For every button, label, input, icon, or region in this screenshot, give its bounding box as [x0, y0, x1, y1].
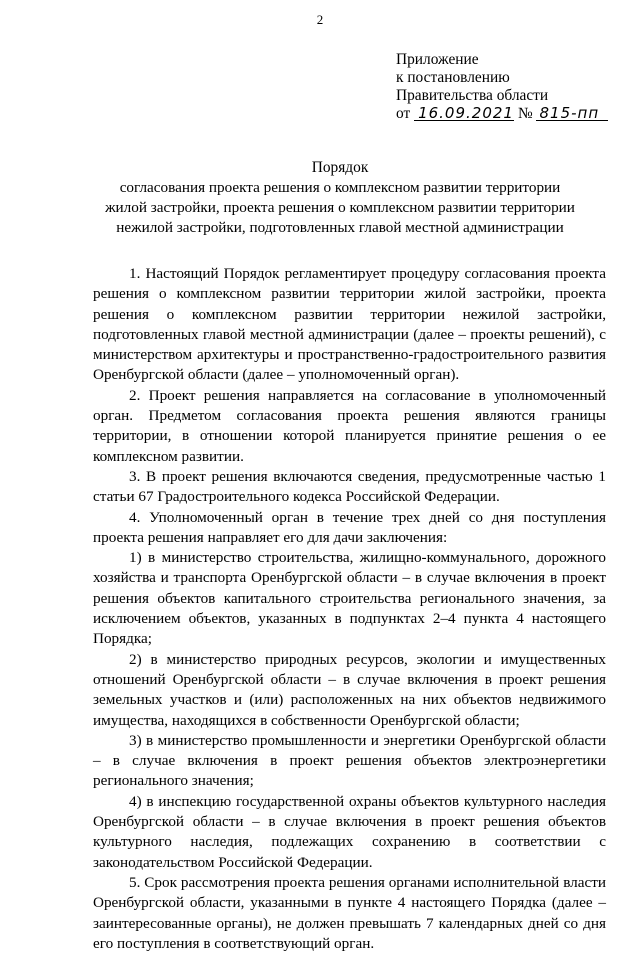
paragraph-4-2: 2) в министерство природных ресурсов, экологии и имущественных отношений Оренбургской области – в случае включения в проект решения земельных участков и (или) расположенных на них объектов недвижимого имущества, находящихся в собственности Оренбургской области; — [93, 650, 606, 729]
document-title — [60, 158, 620, 238]
paragraph-1: 1. Настоящий Порядок регламентирует процедуру согласования проекта решения о комплексном развитии территории жилой застройки, проекта решения о комплексном развитии территории нежилой застройки, подготовленных главой местной администрации (далее – проекты решений), с министерством архитектуры и пространственно-градостроительного развития Оренбургской области (далее – уполномоченный орган). — [93, 265, 606, 384]
paragraph-2: 2. Проект решения направляется на согласование в уполномоченный орган. Предметом согласования проекта решения являются границы территории, в отношении которой планируется принятие решения о ее комплексном развитии. — [93, 386, 606, 465]
paragraph-3: 3. В проект решения включаются сведения, предусмотренные частью 1 статьи 67 Градостроительного кодекса Российской Федерации. — [93, 467, 606, 506]
date-prefix: от — [396, 105, 411, 122]
title-line-3: нежилой застройки, подготовленных главой местной администрации — [116, 219, 564, 236]
page-number: 2 — [316, 12, 324, 27]
title-heading: Порядок — [311, 159, 369, 176]
appendix-line-2: к постановлению — [396, 69, 510, 86]
paragraph-4-3: 3) в министерство промышленности и энергетики Оренбургской области – в случае включения в проект решения объектов электроэнергетики регионального значения; — [93, 731, 606, 790]
handwritten-date: 16.09.2021 — [414, 106, 514, 121]
handwritten-number: 815-пп — [536, 106, 608, 121]
appendix-line-1: Приложение — [396, 51, 479, 68]
appendix-date-line — [396, 105, 616, 123]
paragraph-5: 5. Срок рассмотрения проекта решения органами исполнительной власти Оренбургской области, указанными в пункте 4 настоящего Порядка (далее – заинтересованные органы), не должен превышать 7 календарных дней со дня его поступления в соответствующий орган. — [93, 873, 606, 952]
title-line-1: согласования проекта решения о комплексном развитии территории — [119, 179, 561, 196]
paragraph-4-4: 4) в инспекцию государственной охраны объектов культурного наследия Оренбургской области – в случае включения в проект решения объектов культурного наследия, подлежащих сохранению в соответствии с законодательством Российской Федерации. — [93, 792, 606, 871]
paragraph-4: 4. Уполномоченный орган в течение трех дней со дня поступления проекта решения направляет его для дачи заключения: — [93, 508, 606, 546]
document-body — [93, 264, 606, 954]
appendix-block — [396, 51, 616, 123]
paragraph-4-1: 1) в министерство строительства, жилищно-коммунального, дорожного хозяйства и транспорта Оренбургской области – в случае включения в проект решения объектов капитального строительства регионального значения, за исключением объектов, указанных в подпунктах 2–4 пункта 4 настоящего Порядка; — [93, 549, 606, 648]
title-line-2: жилой застройки, проекта решения о комплексном развитии территории — [105, 199, 575, 216]
number-sign: № — [517, 105, 533, 122]
appendix-line-3: Правительства области — [396, 87, 549, 104]
